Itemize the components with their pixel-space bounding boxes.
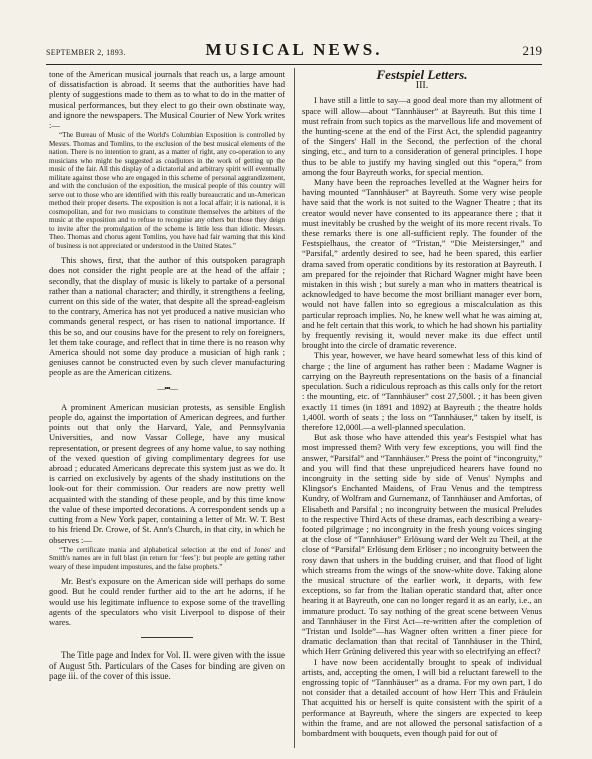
festspiel-letters-title: Festspiel Letters. bbox=[376, 67, 468, 82]
article-paragraph: But ask those who have attended this year's Festspiel what has most impressed them? With very few exceptions, you will find the answer, “Parsifal” and “Tannhäuser.” Press the point of “incongruity,” and you will find that these unprejudiced hearers have found no incongruity in the setting side by side of Venus' Nymphs and Klingsor's Enchanted Maidens, of Frau Venus and the temptress Kundry, of Wolfram and Gurnemanz, of Tannhäuser and Amfortas, of Elisabeth and Parsifal ; no incongruity between the musical Preludes to the respective Third Acts of these dramas, each describing a weary-footed pilgrimage ; no incongruity in the fresh young voices singing at the close of “Tannhäuser” Erlösung ward der Welt zu Theil, at the close of “Parsifal” Erlösung dem Erlöser ; no incongruity between the rosy dawn that ushers in the budding cruiser, and that flood of light which streams from the wings of the snow-white dove. Taking alone the musical structure of the earlier work, it departs, with few exceptions, so far from the Italian operatic standard that, after once hearing it at Bayreuth, one can no longer regard it as an early, i.e., an immature product. To say nothing of the great scene between Venus and Tannhäuser in the First Act—re-written after the completion of “Tristan und Isolde”—has Wagner often written a finer piece for dramatic declamation than that recital of Tannhäuser in the Third, which Herr Grüning delivered this year with so electrifying an effect? bbox=[302, 432, 542, 657]
article-paragraph: This shows, first, that the author of this outspoken paragraph does not consider the right people are at the head of the affair ; secondly, that the display of music is likely to partake of a personal rather than a national character; and thirdly, it strengthens a feeling, current on this side of the water, that despite all the spread-eagleism to the contrary, America has not yet produced a native musician who commands general respect, or has risen to national importance. If this be so, and our cousins have for the present to rely on foreigners, let them take courage, and reflect that in time there is no reason why America should not some day produce a musician of high rank ; geniuses cannot be constructed even by such clever manufacturing people as are the American citizens. bbox=[49, 255, 285, 378]
column-divider bbox=[294, 68, 295, 748]
letter-numeral: III. bbox=[415, 80, 429, 92]
best-letter-quote bbox=[49, 546, 285, 572]
musical-courier-quote bbox=[49, 131, 285, 250]
section-ornament: —•••— bbox=[157, 383, 177, 393]
index-notice: The Title page and Index for Vol. II. were given with the issue of August 5th. Particulars of the Cases for binding are given on page iii. of the cover of this issue. bbox=[49, 650, 285, 682]
section-rule bbox=[141, 637, 193, 638]
article-continuation-paragraph: tone of the American musical journals that reach us, a large amount of dissatisfaction is abroad. It seems that the authorities have had plenty of suggestions made to them as to what to do in the matter of musical performances, but they elect to go their own obstinate way, and ignore the newspapers. The Musical Courier of New York writes :— bbox=[49, 69, 285, 131]
quote-text: “The certificate mania and alphabetical selection at the end of Jones' and Smith's names are in full blast (in return for ‘fees’): but people are getting rather weary of these impudent impostures, and the false prophets.” bbox=[49, 545, 285, 571]
article-paragraph: Many have been the reproaches levelled at the Wagner heirs for having mounted “Tannhäuser” at Bayreuth. Some very wise people have said that the work is not suited to the Wagner Theatre ; that its creator would never have consented to its appearance there ; that it must inevitably be crushed by the weight of its more recent rivals. To these remarks there is one all-sufficient reply. The founder of the Festspielhaus, the creator of “Tristan,” “Die Meistersinger,” and “Parsifal,” ardently desired to see, had he been spared, this earlier drama saved from operatic conditions by its restoration at Bayreuth. I am prepared for the rejoinder that Richard Wagner might have been mistaken in this wish ; but surely a man who in matters theatrical is acknowledged to have become the most brilliant manager ever born, would not have fallen into so egregious a miscalculation as this particular reproach implies. No, he knew well what he was aiming at, and he felt certain that this work, to which he had shown his partiality by frequently revising it, would never make its due effect until brought into the circle of dramatic reverence. bbox=[302, 177, 542, 351]
right-column bbox=[302, 69, 542, 738]
quote-text: “The Bureau of Music of the World's Columbian Exposition is controlled by Messrs. Thomas and Tomlins, to the exclusion of the best musical elements of the nation. There is no intention to grant, as a matter of right, any co-operation to any musicians who might be suggested as coadjutors in the work of getting up the music of the fair. All this display of a dictatorial and arbitrary spirit will eventually militate against those who are engaged in this scheme of personal aggrandizement, and with the conclusion of the exposition, the musical people of this country will serve out to those who are identified with this really bureaucratic and un-American method their proper deserts. The exposition is not a local affair; it is national, it is cosmopolitan, and for two musicians to constitute themselves the arbiters of the music at the exposition and to refuse to recognise any others but those they deign to invite after the promulgation of the scheme is little less than idiotic. Messrs. Theo. Thomas and chorus agent Tomlins, you have had fair warning that this kind of business is not appreciated or understood in the United States.” bbox=[49, 131, 285, 250]
article-paragraph: A prominent American musician protests, as sensible English people do, against the importation of American degrees, and further points out that only the Harvard, Yale, and Pennsylvania Universities, and now Vassar College, have any musical representation, or present degrees of any home value, to say nothing of the vexed question of giving complimentary degrees for use abroad ; educated Americans deprecate this system just as we do. It is carried on exclusively by agents of the shady institutions on the look-out for their commission. Our readers are now pretty well acquainted with the standing of these people, and by this time know the value of these imported decorations. A correspondent sends up a cutting from a New York paper, containing a letter of Mr. W. T. Best to his friend Dr. Crowe, of St. Ann's Church, in that city, in which he observes :— bbox=[49, 401, 285, 545]
article-paragraph: This year, however, we have heard somewhat less of this kind of charge ; the line of argument has rather been : Madame Wagner is carrying on the Bayreuth representations on the basis of a financial speculation. Such a ridiculous reproach as this calls only for the retort : the mounting, etc. of “Tannhäuser” cost 27,500l. ; it has been given exactly 11 times (in 1891 and 1892) at Bayreuth ; the theatre holds 1,400l. worth of seats ; the loss on “Tannhäuser,” taken by itself, is therefore 12,000l.—a well-planned speculation. bbox=[302, 350, 542, 432]
article-paragraph: I have now been accidentally brought to speak of individual artists, and, accepting the omen, I will bid a reluctant farewell to the engrossing topic of “Tannhäuser” as a drama. For my own part, I do not consider that a detailed account of how Herr This and Fräulein That acquitted his or herself is quite consistent with the spirit of a performance at Bayreuth, where the singers are expected to keep within the frame, and are not allowed the personal satisfaction of a bombardment with bouquets, even though paid for out of bbox=[302, 656, 542, 738]
page-number: 219 bbox=[522, 43, 542, 58]
article-paragraph: Mr. Best's exposure on the American side will perhaps do some good. But he could render further aid to the art he adorns, if he would use his legitimate influence to expose some of the travelling agents of the speculators who visit Liverpool to dispose of their wares. bbox=[49, 576, 285, 628]
article-paragraph: I have still a little to say—a good deal more than my allotment of space will allow—about “Tannhäuser” at Bayreuth. But this time I must refrain from such topics as the marvellous life and movement of the hunting-scene at the end of the First Act, the splendid pageantry of the Singers' Hall in the Second, the perfection of the choral singing, etc., and turn to a consideration of general principles. I hope thus to be able to justify my having singled out this “opera,” from among the four Bayreuth works, for special mention. bbox=[302, 95, 542, 177]
page-header bbox=[46, 40, 542, 64]
left-column bbox=[49, 69, 285, 682]
issue-date: SEPTEMBER 2, 1893. bbox=[46, 48, 126, 57]
masthead-title: MUSICAL NEWS. bbox=[205, 40, 383, 59]
header-rule bbox=[46, 64, 542, 65]
